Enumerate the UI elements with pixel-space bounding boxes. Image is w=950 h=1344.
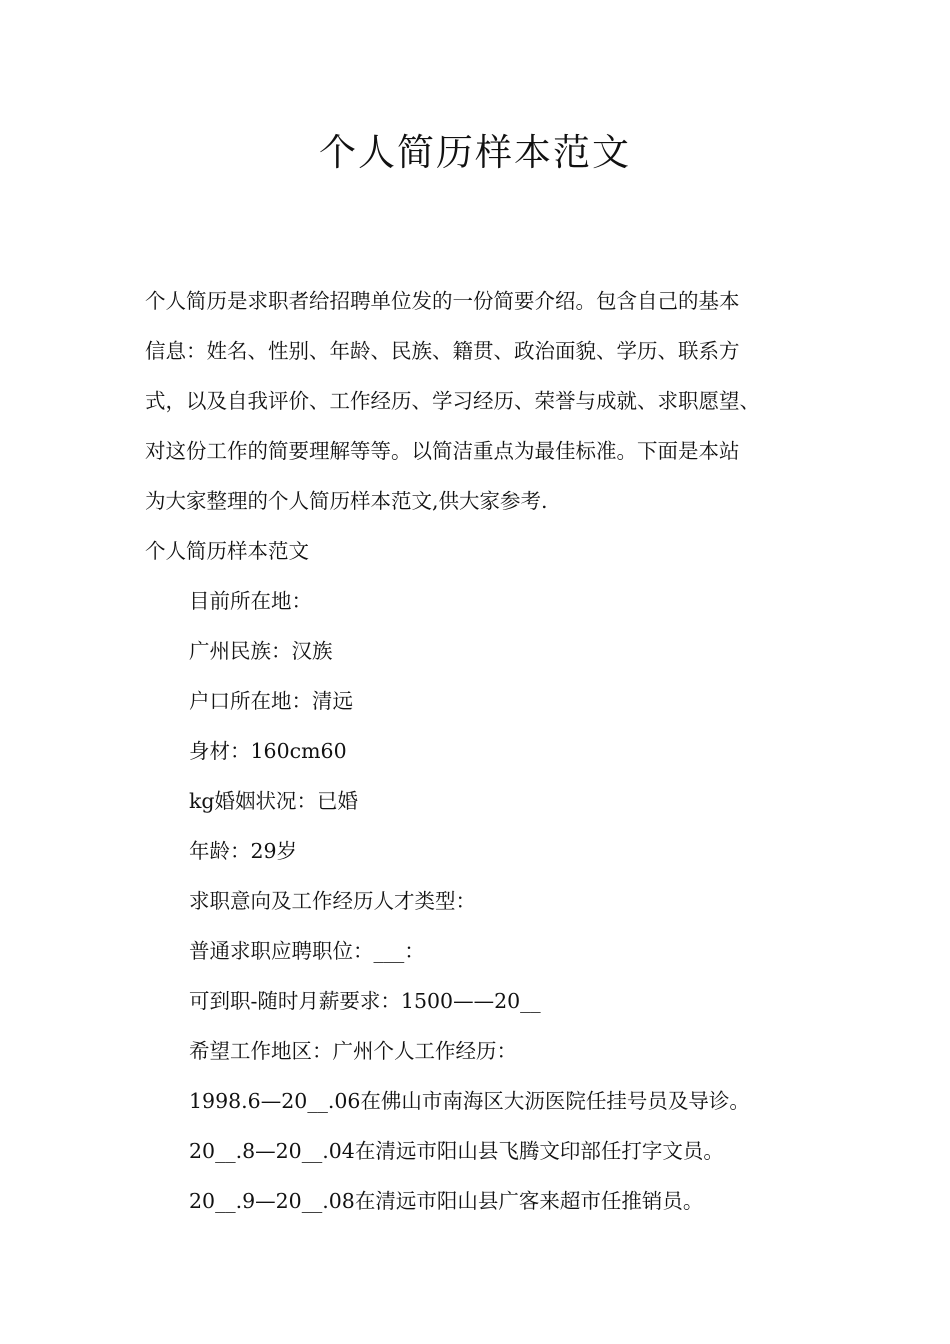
item-position: 普通求职应聘职位：___： — [189, 939, 425, 963]
document-title: 个人简历样本范文 — [319, 131, 631, 174]
item-experience-2: 20__.8—20__.04在清远市阳山县飞腾文印部任打字文员。 — [189, 1139, 724, 1163]
item-work-area: 希望工作地区：广州个人工作经历： — [189, 1039, 517, 1063]
intro-line-1: 个人简历是求职者给招聘单位发的一份简要介绍。包含自己的基本 — [145, 289, 740, 313]
item-height-weight: 身材：160cm60 — [189, 739, 347, 763]
item-experience-3: 20__.9—20__.08在清远市阳山县广客来超市任推销员。 — [189, 1189, 704, 1213]
item-experience-1: 1998.6—20__.06在佛山市南海区大沥医院任挂号员及导诊。 — [189, 1089, 750, 1113]
item-marital-status: kg婚姻状况：已婚 — [189, 789, 359, 813]
intro-line-5: 为大家整理的个人简历样本范文,供大家参考. — [145, 489, 548, 513]
intro-line-2: 信息：姓名、性别、年龄、民族、籍贯、政治面貌、学历、联系方 — [145, 339, 740, 363]
item-job-intention: 求职意向及工作经历人才类型： — [189, 889, 476, 913]
item-salary: 可到职-随时月薪要求：1500——20__ — [189, 989, 541, 1013]
section-heading: 个人简历样本范文 — [145, 539, 309, 563]
item-ethnicity: 广州民族：汉族 — [189, 639, 333, 663]
item-age: 年龄：29岁 — [189, 839, 298, 863]
intro-line-3: 式，以及自我评价、工作经历、学习经历、荣誉与成就、求职愿望、 — [145, 389, 760, 413]
intro-line-4: 对这份工作的简要理解等等。以简洁重点为最佳标准。下面是本站 — [145, 439, 740, 463]
item-household-registration: 户口所在地：清远 — [189, 689, 353, 713]
item-current-location: 目前所在地： — [189, 589, 312, 613]
